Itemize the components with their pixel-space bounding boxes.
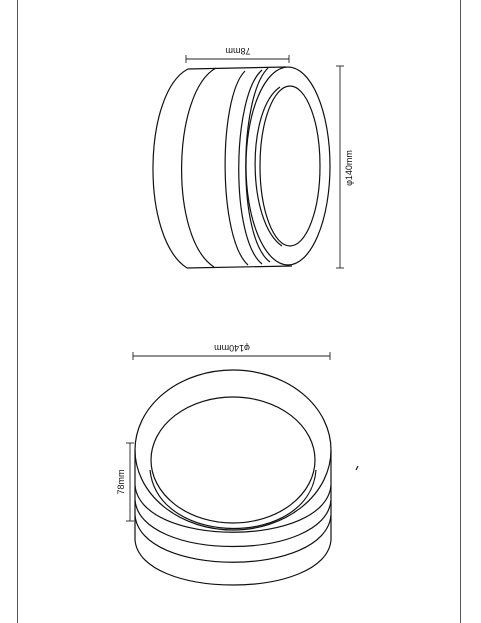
width-dimension-label: 78mm [225, 46, 251, 56]
height-dimension-label: 78mm [116, 469, 126, 495]
diameter-dimension-label: φ140mm [344, 150, 354, 186]
diameter-dimension-label-2: φ140mm [214, 343, 250, 353]
stray-mark [356, 466, 358, 470]
inner-opening [151, 397, 315, 523]
top-face [135, 370, 331, 530]
side-rim-ring-1 [225, 71, 248, 265]
perspective-view [116, 343, 358, 585]
diameter-dimension-vertical [336, 66, 354, 268]
band-line-1 [135, 485, 331, 532]
side-inner-opening [260, 86, 320, 246]
diameter-dimension-horizontal [133, 343, 330, 360]
side-band-line [182, 68, 216, 267]
inner-lip [150, 470, 316, 529]
side-front-face [246, 67, 330, 265]
side-rim-ring-2 [239, 70, 262, 264]
side-view [153, 46, 354, 268]
height-dimension [116, 443, 134, 521]
side-body-outline [153, 67, 292, 268]
width-dimension [186, 46, 289, 63]
band-line-3 [135, 515, 331, 562]
